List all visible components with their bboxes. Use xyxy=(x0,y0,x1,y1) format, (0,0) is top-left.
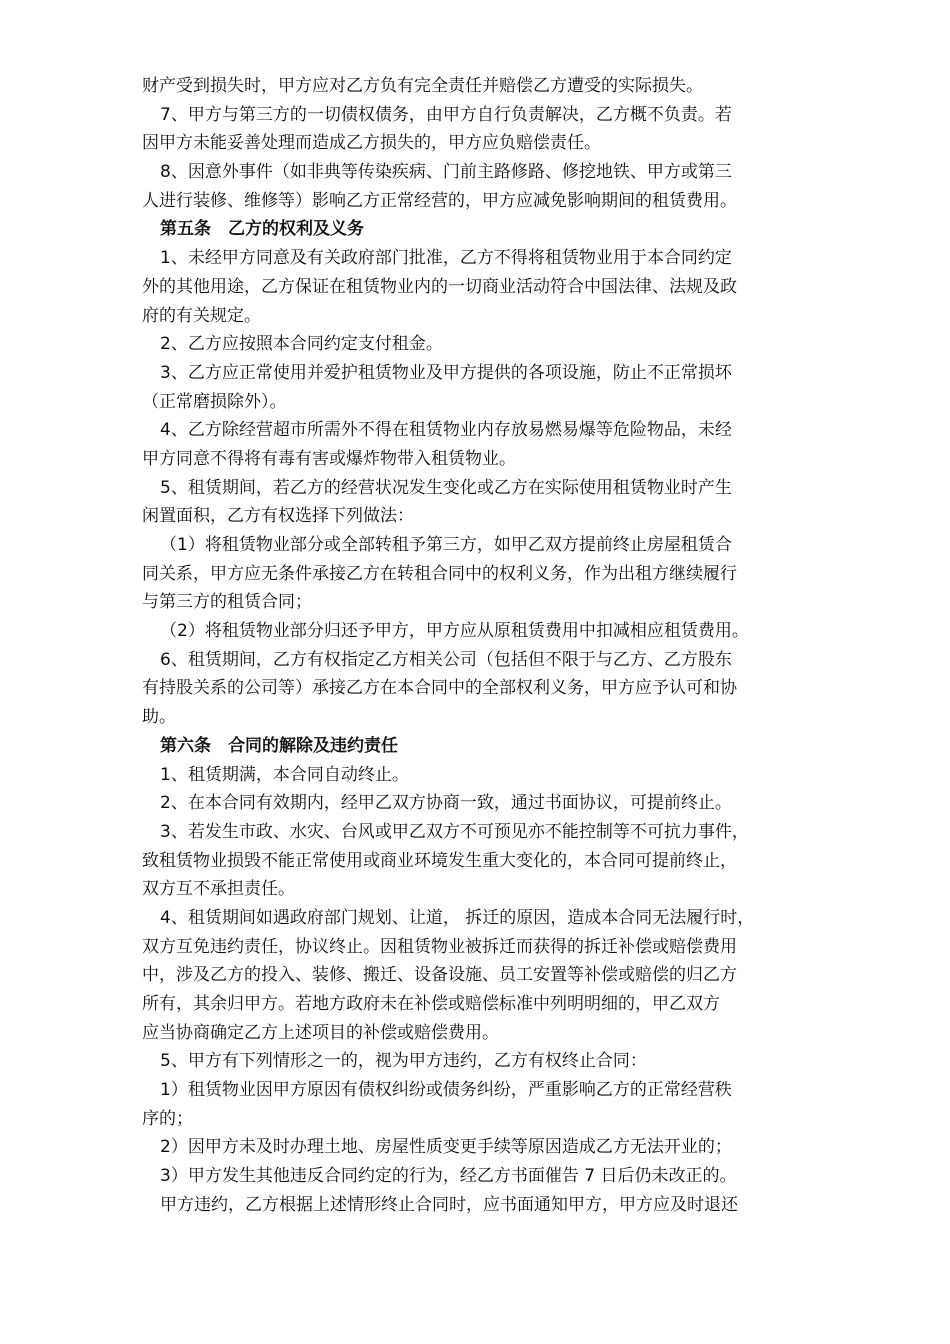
paragraph-line: 外的其他用途，乙方保证在租赁物业内的一切商业活动符合中国法律、法规及政 xyxy=(142,276,737,297)
paragraph-line: 府的有关规定。 xyxy=(142,305,261,326)
paragraph-line: （1）将租赁物业部分或全部转租予第三方，如甲乙双方提前终止房屋租赁合 xyxy=(160,535,732,555)
paragraph-line: 1）租赁物业因甲方原因有债权纠纷或债务纠纷，严重影响乙方的正常经营秩 xyxy=(160,1080,732,1101)
paragraph-line: 助。 xyxy=(142,707,176,728)
paragraph-line: 双方互不承担责任。 xyxy=(142,879,295,900)
paragraph-line: 序的； xyxy=(142,1108,193,1129)
paragraph-line: 中，涉及乙方的投入、装修、搬迁、设备设施、员工安置等补偿或赔偿的归乙方 xyxy=(142,965,737,986)
paragraph-line: 1、租赁期满，本合同自动终止。 xyxy=(160,764,409,785)
paragraph-line: 5、甲方有下列情形之一的，视为甲方违约，乙方有权终止合同： xyxy=(160,1051,647,1072)
paragraph-line: 所有，其余归甲方。若地方政府未在补偿或赔偿标准中列明明细的，甲乙双方 xyxy=(142,994,720,1014)
paragraph-line: 8、因意外事件（如非典等传染疾病、门前主路修路、修挖地铁、甲方或第三 xyxy=(160,162,732,183)
paragraph-line: 与第三方的租赁合同； xyxy=(142,592,312,613)
paragraph-line: 7、甲方与第三方的一切债权债务，由甲方自行负责解决，乙方概不负责。若 xyxy=(160,104,732,125)
paragraph-line: 3、若发生市政、水灾、台风或甲乙双方不可预见亦不能控制等不可抗力事件， xyxy=(160,821,749,842)
paragraph-line: 1、未经甲方同意及有关政府部门批准，乙方不得将租赁物业用于本合同约定 xyxy=(160,248,732,269)
paragraph-line: 5、租赁期间，若乙方的经营状况发生变化或乙方在实际使用租赁物业时产生 xyxy=(160,477,732,498)
paragraph-line: 4、租赁期间如遇政府部门规划、让道， 拆迁的原因，造成本合同无法履行时， xyxy=(160,907,755,928)
paragraph-line: 6、租赁期间，乙方有权指定乙方相关公司（包括但不限于与乙方、乙方股东 xyxy=(160,649,732,670)
paragraph-line: 致租赁物业损毁不能正常使用或商业环境发生重大变化的，本合同可提前终止， xyxy=(142,850,737,871)
paragraph-line: 3、乙方应正常使用并爱护租赁物业及甲方提供的各项设施，防止不正常损坏 xyxy=(160,362,732,383)
paragraph-line: 应当协商确定乙方上述项目的补偿或赔偿费用。 xyxy=(142,1022,499,1043)
contract-page xyxy=(142,72,814,1220)
paragraph-line: 甲方同意不得将有毒有害或爆炸物带入租赁物业。 xyxy=(142,448,516,469)
paragraph-line: 有持股关系的公司等）承接乙方在本合同中的全部权利义务，甲方应予认可和协 xyxy=(142,678,737,699)
section-heading: 第六条 合同的解除及违约责任 xyxy=(160,735,398,756)
section-heading: 第五条 乙方的权利及义务 xyxy=(160,219,364,240)
paragraph-line: （2）将租赁物业部分归还予甲方，甲方应从原租赁费用中扣减相应租赁费用。 xyxy=(160,621,749,642)
paragraph-line: 2、乙方应按照本合同约定支付租金。 xyxy=(160,334,443,355)
paragraph-line: 双方互免违约责任，协议终止。因租赁物业被拆迁而获得的拆迁补偿或赔偿费用 xyxy=(142,936,737,957)
paragraph-line: 人进行装修、维修等）影响乙方正常经营的，甲方应减免影响期间的租赁费用。 xyxy=(142,190,737,211)
paragraph-line: （正常磨损除外）。 xyxy=(142,391,287,412)
paragraph-line: 因甲方未能妥善处理而造成乙方损失的，甲方应负赔偿责任。 xyxy=(142,133,601,154)
paragraph-line: 4、乙方除经营超市所需外不得在租赁物业内存放易燃易爆等危险物品，未经 xyxy=(160,420,732,441)
paragraph-line: 3）甲方发生其他违反合同约定的行为，经乙方书面催告 7 日后仍未改正的。 xyxy=(160,1166,737,1187)
paragraph-line: 同关系，甲方应无条件承接乙方在转租合同中的权利义务，作为出租方继续履行 xyxy=(142,563,737,584)
paragraph-line: 2）因甲方未及时办理土地、房屋性质变更手续等原因造成乙方无法开业的； xyxy=(160,1137,732,1158)
paragraph-line: 甲方违约，乙方根据上述情形终止合同时，应书面通知甲方，甲方应及时退还 xyxy=(160,1194,738,1215)
paragraph-line: 财产受到损失时，甲方应对乙方负有完全责任并赔偿乙方遭受的实际损失。 xyxy=(142,76,703,96)
paragraph-line: 2、在本合同有效期内，经甲乙双方协商一致，通过书面协议，可提前终止。 xyxy=(160,793,732,814)
paragraph-line: 闲置面积，乙方有权选择下列做法： xyxy=(142,506,414,527)
